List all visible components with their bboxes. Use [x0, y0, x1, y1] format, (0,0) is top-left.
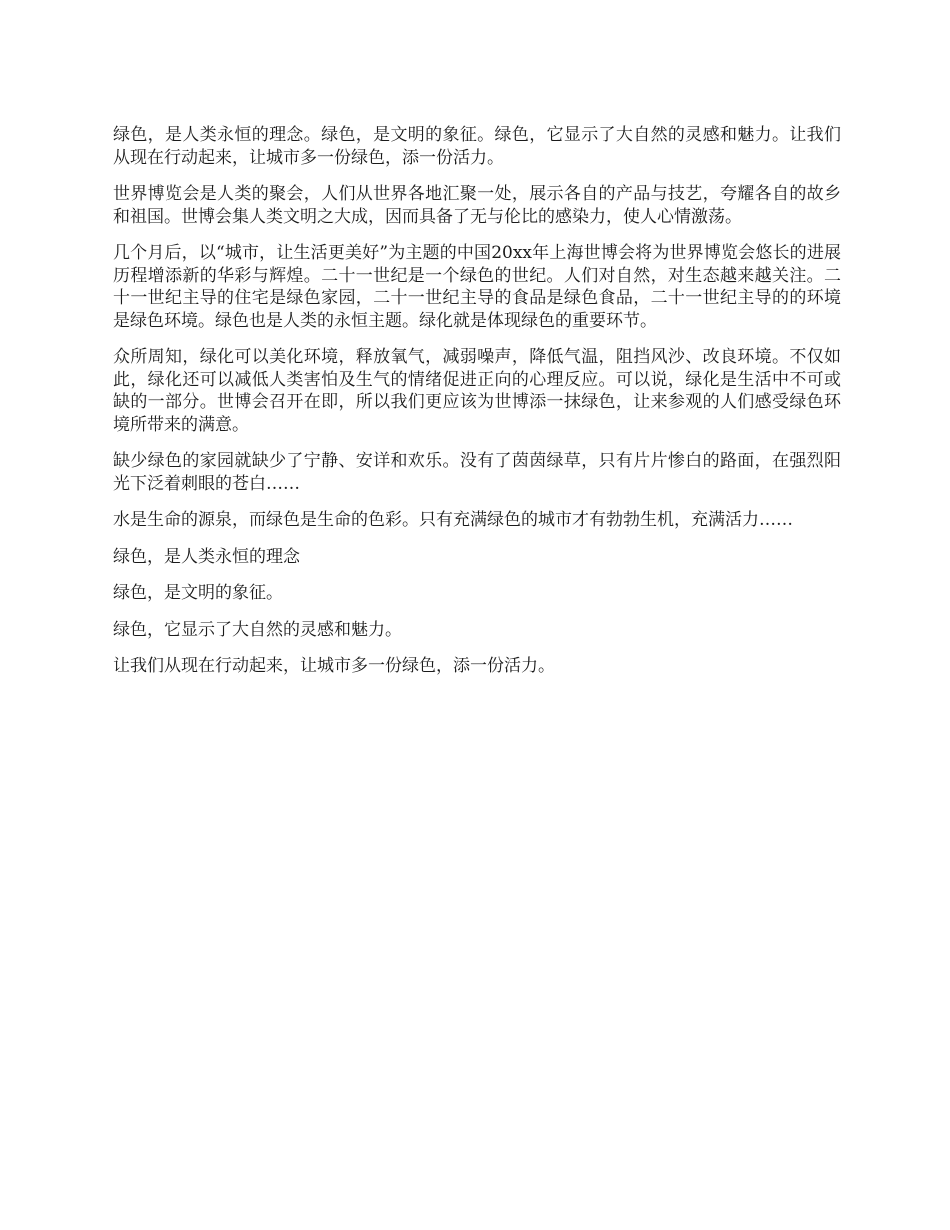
paragraph-2: 世界博览会是人类的聚会，人们从世界各地汇聚一处，展示各自的产品与技艺，夸耀各自的故乡和祖国。世博会集人类文明之大成，因而具备了无与伦比的感染力，使人心情激荡。	[113, 184, 841, 227]
paragraph-3: 几个月后，以“城市，让生活更美好”为主题的中国20xx年上海世博会将为世界博览会悠长的进展历程增添新的华彩与辉煌。二十一世纪是一个绿色的世纪。人们对自然，对生态越来越关注。二十一世纪主导的住宅是绿色家园，二十一世纪主导的食品是绿色食品，二十一世纪主导的的环境是绿色环境。绿色也是人类的永恒主题。绿化就是体现绿色的重要环节。	[113, 243, 841, 331]
document-body	[113, 124, 841, 692]
paragraph-10: 让我们从现在行动起来，让城市多一份绿色，添一份活力。	[113, 656, 555, 676]
paragraph-4: 众所周知，绿化可以美化环境，释放氧气，减弱噪声，降低气温，阻挡风沙、改良环境。不仅如此，绿化还可以减低人类害怕及生气的情绪促进正向的心理反应。可以说，绿化是生活中不可或缺的一部分。世博会召开在即，所以我们更应该为世博添一抹绿色，让来参观的人们感受绿色环境所带来的满意。	[113, 347, 841, 435]
paragraph-5: 缺少绿色的家园就缺少了宁静、安详和欢乐。没有了茵茵绿草，只有片片惨白的路面，在强烈阳光下泛着刺眼的苍白……	[113, 451, 841, 494]
paragraph-7: 绿色，是人类永恒的理念	[113, 546, 300, 567]
paragraph-1: 绿色，是人类永恒的理念。绿色，是文明的象征。绿色，它显示了大自然的灵感和魅力。让我们从现在行动起来，让城市多一份绿色，添一份活力。	[113, 125, 841, 168]
paragraph-8: 绿色，是文明的象征。	[113, 583, 283, 603]
paragraph-6: 水是生命的源泉，而绿色是生命的色彩。只有充满绿色的城市才有勃勃生机，充满活力……	[113, 510, 793, 530]
paragraph-9: 绿色，它显示了大自然的灵感和魅力。	[113, 619, 402, 640]
